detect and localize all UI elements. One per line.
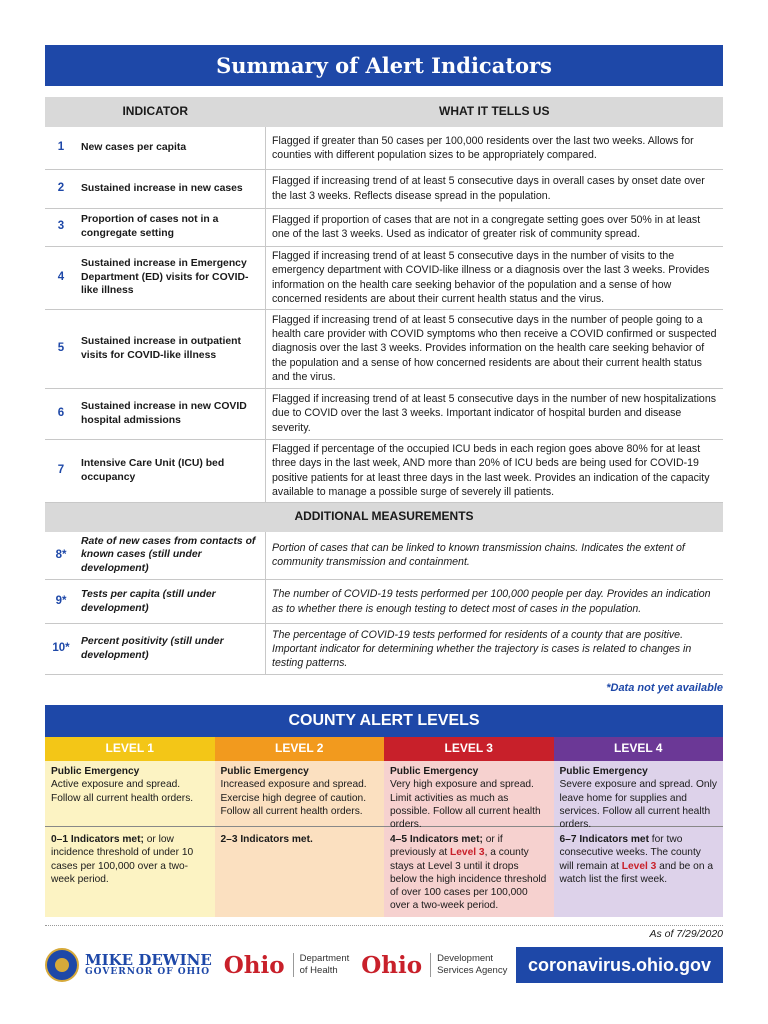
measurement-description: Portion of cases that can be linked to known transmission chains. Indicates the extent of community transmission and containment.	[266, 532, 724, 580]
indicator-description: Flagged if increasing trend of at least 5 consecutive days in overall cases by onset date over the last 3 weeks. Reflects disease spread in the population.	[266, 169, 724, 208]
level-desc-text: Increased exposure and spread. Exercise high degree of caution. Follow all current health orders.	[220, 779, 367, 817]
data-note: *Data not yet available	[606, 682, 723, 694]
governor-name: MIKE DEWINE	[85, 950, 212, 969]
footer	[45, 945, 723, 985]
table-header	[45, 97, 723, 127]
level-1-column	[45, 737, 215, 917]
indicator-number: 6	[45, 388, 77, 439]
level-4-description	[554, 761, 724, 830]
indicator-description: Flagged if percentage of the occupied ICU beds in each region goes above 80% for at least three days in the last week, AND more than 20% of ICU beds are being used for COVID-19 positive patients for at least three days in the last week. Provides an indication of the capacity available to manage a possible surge of severely ill patients.	[266, 439, 724, 502]
level-desc-text: Severe exposure and spread. Only leave home for supplies and services. Follow all current health orders.	[559, 779, 717, 830]
measurement-name: Tests per capita (still under development)	[77, 580, 266, 624]
level-3-column	[384, 737, 554, 917]
dept-line: Development	[437, 952, 494, 964]
indicator-number: 4	[45, 246, 77, 309]
additional-measurements-header: ADDITIONAL MEASUREMENTS	[45, 502, 723, 532]
indicator-name: Sustained increase in new cases	[77, 169, 266, 208]
indicator-description: Flagged if proportion of cases that are not in a congregate setting goes over 50% in at least one of the last 3 weeks. Used as indicator of greater risk of community spread.	[266, 208, 724, 246]
table-row	[45, 624, 723, 675]
level-1-criteria	[45, 827, 215, 917]
table-row	[45, 439, 723, 502]
divider	[45, 925, 723, 926]
measurement-number: 10*	[45, 624, 77, 675]
level-2-label: LEVEL 2	[215, 737, 385, 761]
dept-line: Department	[299, 952, 350, 964]
measurement-name: Percent positivity (still under development)	[77, 624, 266, 675]
measurement-number: 8*	[45, 532, 77, 580]
indicator-description: Flagged if greater than 50 cases per 100,000 residents over the last two weeks. Allows for counties with different population sizes to be appropriately compared.	[266, 127, 724, 169]
level-desc-text: Active exposure and spread. Follow all current health orders.	[51, 779, 194, 804]
as-of-date: As of 7/29/2020	[649, 928, 723, 940]
table-row	[45, 309, 723, 388]
measurement-number: 9*	[45, 580, 77, 624]
indicator-table	[45, 97, 723, 675]
criteria-red-text: Level 3	[450, 847, 485, 859]
level-2-criteria	[215, 827, 385, 917]
table-row	[45, 580, 723, 624]
website-link[interactable]: coronavirus.ohio.gov	[516, 947, 723, 983]
indicator-column-header: INDICATOR	[45, 97, 266, 127]
criteria-text: and be on a watch list the first week.	[559, 860, 713, 885]
level-desc-text: Very high exposure and spread. Limit activities as much as possible. Follow all current health orders.	[390, 779, 541, 830]
alert-levels	[45, 737, 723, 917]
measurement-name: Rate of new cases from contacts of known cases (still under development)	[77, 532, 266, 580]
governor-title: GOVERNOR OF OHIO	[85, 967, 211, 978]
table-row	[45, 127, 723, 169]
county-alert-levels-title: COUNTY ALERT LEVELS	[45, 705, 723, 737]
level-status: Public Emergency	[559, 766, 648, 777]
table-row	[45, 532, 723, 580]
level-4-label: LEVEL 4	[554, 737, 724, 761]
indicator-name: Sustained increase in new COVID hospital admissions	[77, 388, 266, 439]
department-of-health	[293, 953, 350, 978]
criteria-text: , a county stays at Level 3 until it drops below the high incidence threshold of over 100 cases per 100,000 over a two-week period.	[390, 847, 547, 912]
development-services-agency	[430, 953, 507, 978]
table-row	[45, 169, 723, 208]
what-column-header: WHAT IT TELLS US	[266, 97, 724, 127]
governor-logo	[85, 952, 212, 978]
criteria-red-text: Level 3	[621, 860, 657, 872]
level-status: Public Emergency	[220, 766, 309, 777]
page-title: Summary of Alert Indicators	[45, 45, 723, 86]
dept-line: Services Agency	[437, 965, 508, 976]
level-3-criteria	[384, 827, 554, 917]
indicator-name: Intensive Care Unit (ICU) bed occupancy	[77, 439, 266, 502]
level-1-label: LEVEL 1	[45, 737, 215, 761]
level-4-column	[554, 737, 724, 917]
criteria-bold: 4–5 Indicators met;	[390, 834, 483, 845]
indicator-name: Proportion of cases not in a congregate setting	[77, 208, 266, 246]
indicator-number: 1	[45, 127, 77, 169]
indicator-description: Flagged if increasing trend of at least 5 consecutive days in the number of visits to the emergency department with COVID-like illness or a diagnosis over the last 3 weeks. Provides information on the health care seeking behavior of the population and a sense of how concerned residents are about their current health status and the virus.	[266, 246, 724, 309]
indicator-name: New cases per capita	[77, 127, 266, 169]
level-status: Public Emergency	[390, 766, 479, 777]
table-row	[45, 388, 723, 439]
indicator-description: Flagged if increasing trend of at least 5 consecutive days in the number of new hospitalizations due to COVID over the last 3 weeks. Important indicator of hospital burden and disease severity.	[266, 388, 724, 439]
indicator-description: Flagged if increasing trend of at least 5 consecutive days in the number of people going to a health care provider with COVID symptoms who then receive a COVID confirmed or suspected diagnosis over the last 3 weeks. Provides information on the health care seeking behavior of the population and a sense of how concerned residents are about their current health status and the virus.	[266, 309, 724, 388]
indicator-number: 5	[45, 309, 77, 388]
ohio-seal-icon	[45, 948, 79, 982]
criteria-bold: 2–3 Indicators met.	[220, 834, 313, 845]
indicator-number: 3	[45, 208, 77, 246]
criteria-bold: 6–7 Indicators met	[559, 834, 649, 845]
level-2-column	[215, 737, 385, 917]
indicator-number: 7	[45, 439, 77, 502]
ohio-logo-2: Ohio	[361, 951, 423, 979]
criteria-text: or if previously at	[390, 834, 503, 859]
measurement-description: The number of COVID-19 tests performed per 100,000 people per day. Provides an indication as to whether there is enough testing to detect most of cases in the population.	[266, 580, 724, 624]
table-row	[45, 208, 723, 246]
level-4-criteria	[554, 827, 724, 917]
table-row	[45, 246, 723, 309]
measurement-description: The percentage of COVID-19 tests performed for residents of a county that are positive. Important indicator for determining whether the trajectory is cases is related to changes in testing patterns.	[266, 624, 724, 675]
ohio-logo: Ohio	[223, 951, 285, 979]
criteria-bold: 0–1 Indicators met;	[51, 834, 144, 845]
level-status: Public Emergency	[51, 766, 140, 777]
criteria-text: or low incidence threshold of under 10 cases per 100,000 over a two-week period.	[51, 834, 194, 885]
indicator-number: 2	[45, 169, 77, 208]
level-1-description	[45, 761, 215, 827]
level-2-description	[215, 761, 385, 827]
level-3-description	[384, 761, 554, 830]
indicator-name: Sustained increase in outpatient visits for COVID-like illness	[77, 309, 266, 388]
indicator-name: Sustained increase in Emergency Department (ED) visits for COVID-like illness	[77, 246, 266, 309]
criteria-text: for two consecutive weeks. The county will remain at	[559, 834, 701, 872]
dept-line: of Health	[299, 965, 338, 976]
level-3-label: LEVEL 3	[384, 737, 554, 761]
